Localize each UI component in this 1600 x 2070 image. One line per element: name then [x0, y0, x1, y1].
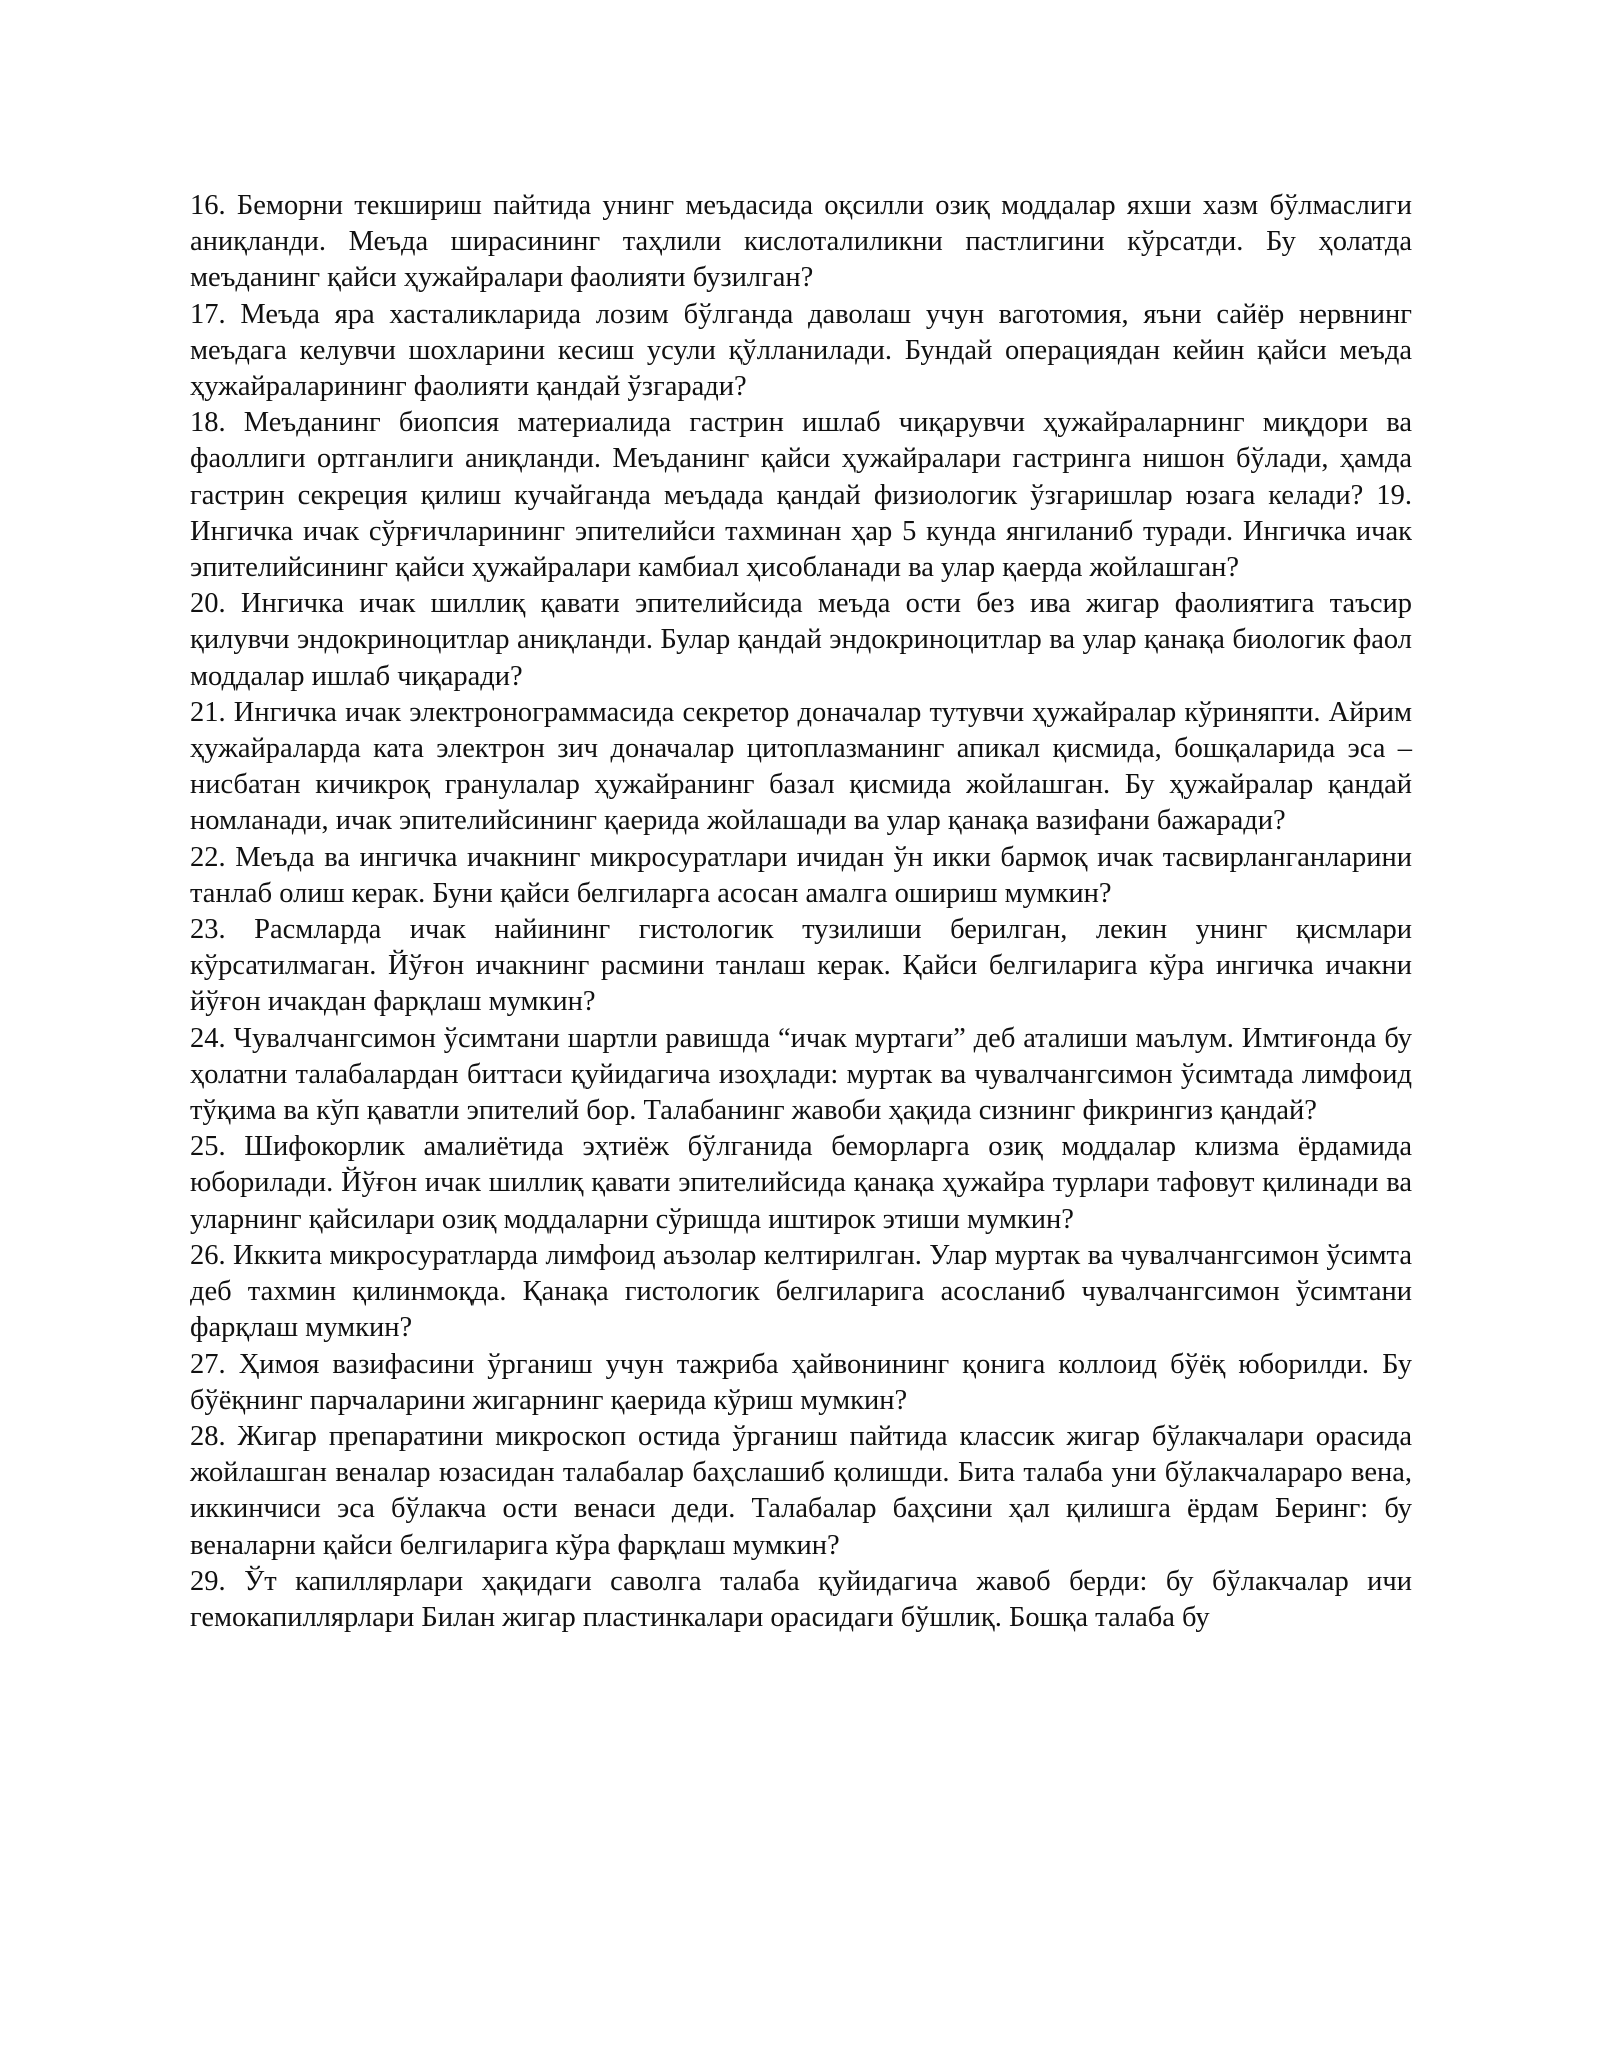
- question-23: 23. Расмларда ичак найининг гистологик тузилиши берилган, лекин унинг қисмлари кўрсатилмаган. Йўғон ичакнинг расмини танлаш керак. Қайси белгиларига кўра ингичка ичакни йўғон ичакдан фарқлаш мумкин?: [190, 914, 1412, 1018]
- question-24: 24. Чувалчангсимон ўсимтани шартли равишда “ичак муртаги” деб аталиши маълум. Имтиғонда бу ҳолатни талабалардан биттаси қуйидагича изоҳлади: муртак ва чувалчангсимон ўсимтада лимфоид тўқима ва кўп қаватли эпителий бор. Талабанинг жавоби ҳақида сизнинг фикрингиз қандай?: [190, 1022, 1412, 1127]
- question-16: 16. Беморни текшириш пайтида унинг меъдасида оқсилли озиқ моддалар яхши хазм бўлмаслиги аниқланди. Меъда ширасининг таҳлили кислоталиликни пастлигини кўрсатди. Бу ҳолатда меъданинг қайси ҳужайралари фаолияти бузилган?: [190, 190, 1412, 294]
- question-27: 27. Ҳимоя вазифасини ўрганиш учун тажриба ҳайвонининг қонига коллоид бўёқ юборилди. Бу бўёқнинг парчаларини жигарнинг қаерида кўриш мумкин?: [190, 1348, 1412, 1416]
- question-26: 26. Иккита микросуратларда лимфоид аъзолар келтирилган. Улар муртак ва чувалчангсимон ўсимта деб тахмин қилинмоқда. Қанақа гистологик белгиларига асосланиб чувалчангсимон ўсимтани фарқлаш мумкин?: [190, 1239, 1412, 1344]
- question-20: 20. Ингичка ичак шиллиқ қавати эпителийсида меъда ости без ива жигар фаолиятига таъсир қилувчи эндокриноцитлар аниқланди. Булар қандай эндокриноцитлар ва улар қанақа биологик фаол моддалар ишлаб чиқаради?: [190, 588, 1412, 692]
- question-28: 28. Жигар препаратини микроскоп остида ўрганиш пайтида классик жигар бўлакчалари орасида жойлашган веналар юзасидан талабалар баҳслашиб қолишди. Бита талаба уни бўлакчалараро вена, иккинчиси эса бўлакча ости венаси деди. Талабалар баҳсини ҳал қилишга ёрдам Беринг: бу веналарни қайси белгиларига кўра фарқлаш мумкин?: [190, 1420, 1412, 1561]
- question-22: 22. Меъда ва ингичка ичакнинг микросуратлари ичидан ўн икки бармоқ ичак тасвирланганларини танлаб олиш керак. Буни қайси белгиларга асосан амалга ошириш мумкин?: [190, 841, 1412, 909]
- question-17: 17. Меъда яра хасталикларида лозим бўлганда даволаш учун ваготомия, яъни сайёр нервнинг меъдага келувчи шохларини кесиш усули қўлланилади. Бундай операциядан кейин қайси меъда ҳужайраларининг фаолияти қандай ўзгаради?: [190, 298, 1412, 403]
- question-21: 21. Ингичка ичак электронограммасида секретор доначалар тутувчи ҳужайралар кўриняпти. Айрим ҳужайраларда ката электрон зич доначалар цитоплазманинг апикал қисмида, бошқаларида эса – нисбатан кичикроқ гранулалар ҳужайранинг базал қисмида жойлашган. Бу ҳужайралар қандай номланади, ичак эпителийсининг қаерида жойлашади ва улар қанақа вазифани бажаради?: [190, 696, 1412, 837]
- question-25: 25. Шифокорлик амалиётида эҳтиёж бўлганида беморларга озиқ моддалар клизма ёрдамида юборилади. Йўғон ичак шиллиқ қавати эпителийсида қанақа ҳужайра турлари тафовут қилинади ва уларнинг қайсилари озиқ моддаларни сўришда иштирок этиши мумкин?: [190, 1131, 1412, 1235]
- question-29: 29. Ўт капиллярлари ҳақидаги саволга талаба қуйидагича жавоб берди: бу бўлакчалар ичи гемокапиллярлари Билан жигар пластинкалари орасидаги бўшлиқ. Бошқа талаба бу: [190, 1565, 1412, 1633]
- question-18-19: 18. Меъданинг биопсия материалида гастрин ишлаб чиқарувчи ҳужайраларнинг миқдори ва фаоллиги ортганлиги аниқланди. Меъданинг қайси ҳужайралари гастринга нишон бўлади, ҳамда гастрин секреция қилиш кучайганда меъдада қандай физиологик ўзгаришлар юзага келади? 19. Ингичка ичак сўрғичларининг эпителийси тахминан ҳар 5 кунда янгиланиб туради. Ингичка ичак эпителийсининг қайси ҳужайралари камбиал ҳисобланади ва улар қаерда жойлашган?: [190, 407, 1412, 584]
- document-page: [190, 188, 1412, 1636]
